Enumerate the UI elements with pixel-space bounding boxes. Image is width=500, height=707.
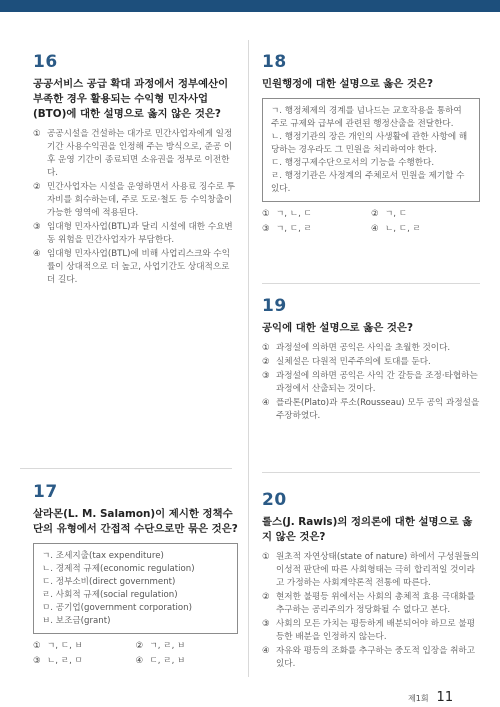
option-text: ㄷ, ㄹ, ㅂ <box>149 656 186 666</box>
question-text: 공익에 대한 설명으로 옳은 것은? <box>262 322 413 334</box>
choice-item[interactable] <box>262 356 480 369</box>
answer-option[interactable] <box>136 640 239 652</box>
choice-item[interactable] <box>262 618 480 644</box>
option-text: ㄱ, ㄹ, ㅂ <box>149 641 186 651</box>
choice-item[interactable] <box>33 181 238 220</box>
option-mark: ③ <box>33 656 41 666</box>
question-number: 19 <box>262 296 287 316</box>
option-text: ㄱ, ㄴ, ㄷ <box>276 209 312 219</box>
choice-text: 플라톤(Plato)과 루소(Rousseau) 모두 공익 과정설을 주장하였다. <box>276 398 480 421</box>
option-text: ㄴ, ㄹ, ㅁ <box>47 656 83 666</box>
statement-item: ㄴ. 행정기관의 장은 개인의 사생활에 관한 사항에 해당하는 경우라도 그 민원을 처리하여야 한다. <box>271 132 468 155</box>
choice-text: 과정설에 의하면 공익은 사익 간 갈등을 조정·타협하는 과정에서 산출되는 것이다. <box>276 371 478 394</box>
answer-option[interactable] <box>262 208 371 220</box>
question-text: 살라몬(L. M. Salamon)이 제시한 정책수단의 유형에서 간접적 수단으로만 묶은 것은? <box>33 508 238 535</box>
choice-list <box>262 342 480 423</box>
question-20 <box>262 490 480 672</box>
question-number: 18 <box>262 52 287 72</box>
answer-options <box>262 208 480 235</box>
question-text: 롤스(J. Rawls)의 정의론에 대한 설명으로 옳지 않은 것은? <box>262 516 473 543</box>
choice-mark: ④ <box>262 646 270 656</box>
statement-item: ㄷ. 행정구제수단으로서의 기능을 수행한다. <box>271 158 435 168</box>
option-text: ㄱ, ㄷ, ㅂ <box>47 641 83 651</box>
question-number: 17 <box>33 482 58 502</box>
choice-text: 공공시설을 건설하는 대가로 민간사업자에게 일정 기간 사용수익권을 인정해 주는 방식으로, 준공 이후 운영 기간이 종료되면 소유권을 정부로 이전한다. <box>47 129 233 178</box>
page-number: 11 <box>436 690 454 705</box>
column-divider <box>248 40 249 677</box>
option-mark: ① <box>262 209 270 219</box>
answer-option[interactable] <box>33 640 136 652</box>
statement-item: ㄹ. 행정기관은 사정계의 주체로서 민원을 제기할 수 있다. <box>271 171 465 194</box>
question-18 <box>262 52 480 235</box>
choice-text: 자유와 평등의 조화를 추구하는 중도적 입장을 취하고 있다. <box>276 646 476 669</box>
choice-item[interactable] <box>262 342 480 355</box>
choice-item[interactable] <box>33 128 238 180</box>
question-16 <box>33 52 238 288</box>
statement-box <box>33 543 238 634</box>
choice-text: 과정설에 의하면 공익은 사익을 초월한 것이다. <box>276 343 451 353</box>
choice-text: 실체설은 다원적 민주주의에 토대를 둔다. <box>276 357 431 367</box>
choice-mark: ① <box>262 552 270 562</box>
statement-item: ㅁ. 공기업(government corporation) <box>42 603 192 613</box>
option-text: ㄱ, ㄷ, ㄹ <box>276 224 312 234</box>
choice-text: 임대형 민자사업(BTL)에 비해 사업리스크와 수익률이 상대적으로 더 높고, 사업기간도 상대적으로 더 길다. <box>47 249 230 285</box>
choice-item[interactable] <box>262 645 480 671</box>
option-mark: ② <box>371 209 379 219</box>
choice-mark: ④ <box>262 398 270 408</box>
choice-mark: ② <box>33 182 41 192</box>
choice-mark: ① <box>33 129 41 139</box>
option-mark: ④ <box>135 656 144 666</box>
statement-item: ㄱ. 조세지출(tax expenditure) <box>42 551 164 561</box>
option-mark: ④ <box>371 224 379 234</box>
option-mark: ② <box>135 641 144 651</box>
choice-item[interactable] <box>262 591 480 617</box>
statement-box <box>262 98 480 202</box>
exam-round-label: 제1회 <box>408 694 429 703</box>
choice-text: 임대형 민자사업(BTL)과 달리 시설에 대한 수요변동 위험을 민간사업자가 부담한다. <box>47 222 233 245</box>
choice-item[interactable] <box>262 370 480 396</box>
choice-text: 사회의 모든 가치는 평등하게 배분되어야 하므로 불평등한 배분을 인정하지 않는다. <box>276 619 476 642</box>
choice-text: 민간사업자는 시설을 운영하면서 사용료 징수로 투자비를 회수하는데, 주로 도로·철도 등 수익창출이 가능한 영역에 적용된다. <box>47 182 235 218</box>
choice-list <box>33 128 238 287</box>
option-mark: ③ <box>262 224 270 234</box>
question-text: 공공서비스 공급 확대 과정에서 정부예산이 부족한 경우 활용되는 수익형 민자사업(BTO)에 대한 설명으로 옳지 않은 것은? <box>33 78 229 120</box>
question-number: 20 <box>262 490 287 510</box>
choice-item[interactable] <box>262 397 480 423</box>
right-section-divider-2 <box>262 472 480 473</box>
statement-item: ㄹ. 사회적 규제(social regulation) <box>42 590 178 600</box>
answer-option[interactable] <box>371 208 480 220</box>
page-footer <box>408 690 453 705</box>
choice-item[interactable] <box>33 248 238 287</box>
statement-item: ㄷ. 정부소비(direct government) <box>42 577 176 587</box>
choice-mark: ③ <box>262 371 270 381</box>
choice-list <box>262 551 480 671</box>
option-text: ㄴ, ㄷ, ㄹ <box>385 224 421 234</box>
question-17 <box>33 482 238 667</box>
choice-item[interactable] <box>262 551 480 590</box>
answer-options <box>33 640 238 667</box>
choice-mark: ② <box>262 592 270 602</box>
choice-mark: ① <box>262 343 270 353</box>
left-section-divider <box>20 468 232 469</box>
right-section-divider-1 <box>262 283 480 284</box>
choice-text: 현저한 불평등 위에서는 사회의 총체적 효용 극대화를 추구하는 공리주의가 정당화될 수 없다고 본다. <box>276 592 476 615</box>
option-mark: ① <box>33 641 41 651</box>
answer-option[interactable] <box>33 655 136 667</box>
option-text: ㄱ, ㄷ <box>385 209 408 219</box>
top-color-bar <box>0 0 500 12</box>
statement-item: ㅂ. 보조금(grant) <box>42 616 111 626</box>
choice-mark: ③ <box>33 222 41 232</box>
question-text: 민원행정에 대한 설명으로 옳은 것은? <box>262 78 434 90</box>
choice-mark: ② <box>262 357 270 367</box>
choice-mark: ③ <box>262 619 270 629</box>
answer-option[interactable] <box>371 223 480 235</box>
statement-item: ㄱ. 행정체제의 경계를 넘나드는 교호작용을 통하여 주로 규제와 급부에 관련된 행정산출을 전달한다. <box>271 106 462 129</box>
question-19 <box>262 296 480 424</box>
question-number: 16 <box>33 52 58 72</box>
choice-item[interactable] <box>33 221 238 247</box>
statement-item: ㄴ. 경제적 규제(economic regulation) <box>42 564 195 574</box>
answer-option[interactable] <box>262 223 371 235</box>
answer-option[interactable] <box>136 655 239 667</box>
choice-mark: ④ <box>33 249 41 259</box>
choice-text: 원초적 자연상태(state of nature) 하에서 구성원들의 이성적 판단에 따른 사회형태는 극히 합리적일 것이라고 가정하는 사회계약론적 전통에 따른다. <box>276 552 480 588</box>
